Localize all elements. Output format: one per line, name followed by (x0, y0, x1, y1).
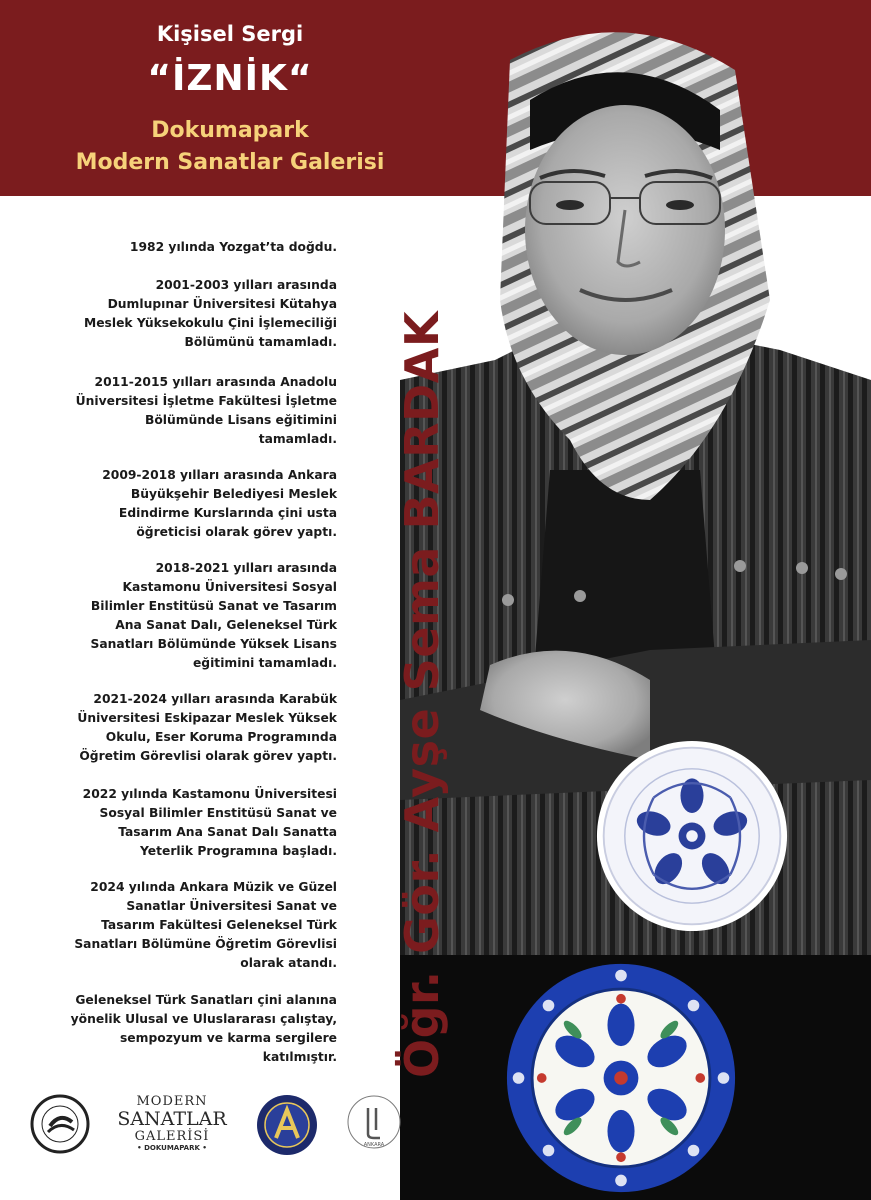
ankara-muzik-guzel-sanatlar-universitesi-logo (346, 1094, 402, 1150)
modern-sanatlar-galerisi-logo (112, 1094, 232, 1164)
ceramic-plate-2 (505, 962, 737, 1194)
venue-line-1: Dokumapark (151, 118, 309, 143)
exhibition-title: “İZNİK“ (147, 58, 313, 99)
bio-line: Okulu, Eser Koruma Programında (105, 730, 337, 744)
bio-line: Tasarım Fakültesi Geleneksel Türk (101, 918, 337, 932)
bio-line: 2024 yılında Ankara Müzik ve Güzel (90, 880, 337, 894)
artist-name-vertical: Öğr. Gör. Ayşe Sema BARDAK (395, 311, 449, 1078)
bio-line: 2011-2015 yılları arasında Anadolu (94, 375, 337, 389)
akdeniz-universitesi-logo (256, 1094, 318, 1156)
bio-line: Öğretim Görevlisi olarak görev yaptı. (79, 749, 337, 763)
bio-paragraph (20, 785, 337, 861)
bio-line: eğitimini tamamladı. (192, 656, 337, 670)
bio-paragraph (20, 991, 337, 1067)
bio-paragraph (20, 690, 337, 766)
bio-line: Meslek Yüksekokulu Çini İşlemeciliği (83, 316, 337, 330)
bio-line: Üniversitesi İşletme Fakültesi İşletme (75, 394, 337, 408)
bio-line: yönelik Ulusal ve Uluslararası çalıştay, (70, 1012, 337, 1026)
kepez-belediyesi-logo (30, 1094, 90, 1154)
bio-paragraph (20, 238, 337, 257)
bio-line: Kastamonu Üniversitesi Sosyal (122, 580, 337, 594)
bio-line: olarak atandı. (240, 956, 337, 970)
gallery-logo-line2: SANATLAR (117, 1108, 227, 1130)
header-subtitle: Kişisel Sergi (156, 22, 304, 46)
bio-line: 2009-2018 yılları arasında Ankara (102, 468, 337, 482)
bio-line: Bölümünü tamamladı. (184, 335, 337, 349)
bio-paragraph (20, 878, 337, 973)
bio-line: Ana Sanat Dalı, Geleneksel Türk (115, 618, 337, 632)
bio-line: Üniversitesi Eskipazar Meslek Yüksek (77, 711, 337, 725)
bio-line: Geleneksel Türk Sanatları çini alanına (75, 993, 337, 1007)
gallery-logo-line1: MODERN (136, 1094, 208, 1109)
bio-line: Bilimler Enstitüsü Sanat ve Tasarım (90, 599, 337, 613)
gallery-logo-line4: • DOKUMAPARK • (137, 1144, 207, 1152)
bio-line: 2022 yılında Kastamonu Üniversitesi (82, 787, 337, 801)
ceramic-plate-1 (596, 740, 788, 932)
bio-line: sempozyum ve karma sergilere (119, 1031, 337, 1045)
bio-line: Tasarım Ana Sanat Dalı Sanatta (118, 825, 337, 839)
bio-line: katılmıştır. (262, 1050, 337, 1064)
bio-paragraph (20, 276, 337, 352)
bio-line: Büyükşehir Belediyesi Meslek (130, 487, 337, 501)
ankara-logo-city: ANKARA (363, 1142, 385, 1148)
bio-paragraph (20, 466, 337, 542)
bio-line: öğreticisi olarak görev yaptı. (136, 525, 337, 539)
bio-line: Sanatları Bölümünde Yüksek Lisans (90, 637, 337, 651)
bio-line: Yeterlik Programına başladı. (140, 844, 337, 858)
bio-paragraph (20, 373, 337, 449)
bio-line: Edindirme Kurslarında çini usta (118, 506, 337, 520)
venue-line-2: Modern Sanatlar Galerisi (75, 150, 385, 175)
bio-line: Bölümünde Lisans eğitimini (144, 413, 337, 427)
bio-line: 1982 yılında Yozgat’ta doğdu. (129, 240, 337, 254)
bio-line: Sanatlar Üniversitesi Sanat ve (126, 899, 337, 913)
bio-line: Sosyal Bilimler Enstitüsü Sanat ve (99, 806, 337, 820)
bio-line: 2001-2003 yılları arasında (155, 278, 337, 292)
bio-line: Sanatları Bölümüne Öğretim Görevlisi (74, 937, 337, 951)
gallery-logo-line3: GALERİSİ (134, 1129, 210, 1144)
bio-line: 2018-2021 yılları arasında (155, 561, 337, 575)
bio-line: Dumlupınar Üniversitesi Kütahya (107, 297, 337, 311)
bio-line: tamamladı. (258, 432, 337, 446)
bio-line: 2021-2024 yılları arasında Karabük (93, 692, 337, 706)
bio-paragraph (20, 559, 337, 673)
